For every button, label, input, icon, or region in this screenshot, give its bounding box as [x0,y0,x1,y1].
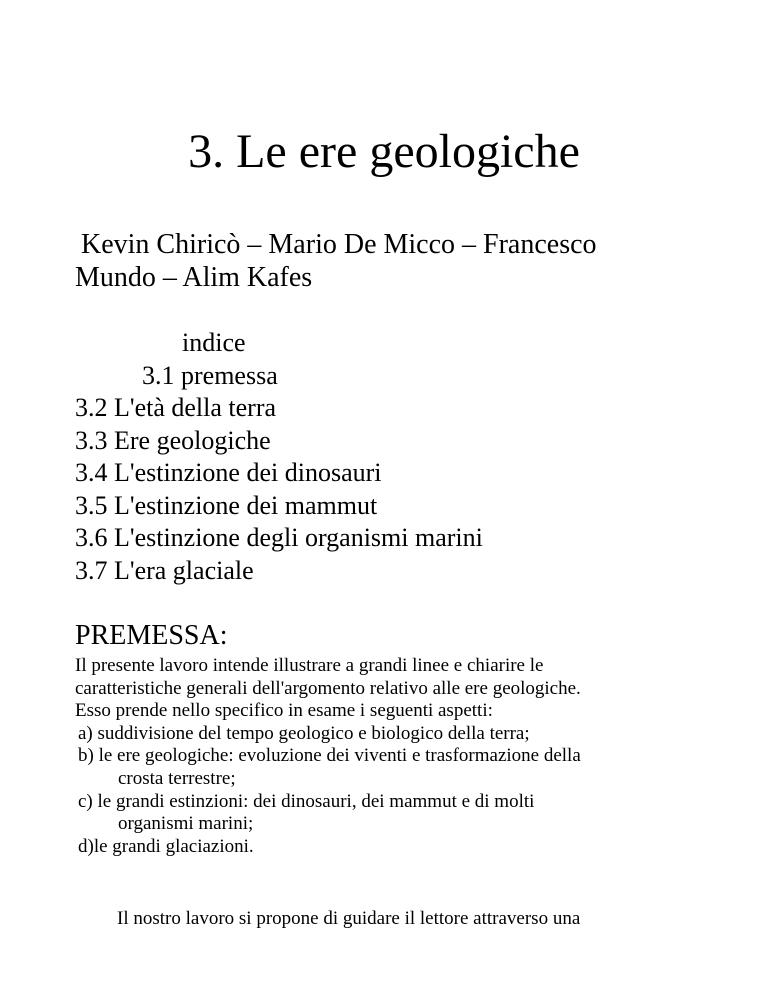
list-item-continuation: organismi marini; [118,813,254,835]
list-item: d)le grandi glaciazioni. [78,835,254,857]
toc-item: 3.1 premessa [142,360,278,390]
section-heading-premessa: PREMESSA: [75,620,228,651]
toc-item: 3.7 L'era glaciale [75,555,254,585]
authors-line-1: Kevin Chiricò – Mario De Micco – Francesco [81,229,597,260]
authors-line-2: Mundo – Alim Kafes [75,262,313,293]
toc-item: 3.2 L'età della terra [75,393,277,422]
toc-heading: indice [182,328,246,357]
body-line: Esso prende nello specifico in esame i seguenti aspetti: [75,700,493,722]
list-item: c) le grandi estinzioni: dei dinosauri, dei mammut e di molti [78,790,535,812]
premessa-body [75,655,725,858]
paragraph-text: Il nostro lavoro si propone di guidare il lettore attraverso una [117,908,581,929]
toc-item: 3.6 L'estinzione degli organismi marini [75,523,483,552]
body-line: caratteristiche generali dell'argomento relativo alle ere geologiche. [75,677,581,699]
toc-item: 3.5 L'estinzione dei mammut [75,490,378,520]
toc-item: 3.4 L'estinzione dei dinosauri [75,458,382,487]
list-item-continuation: crosta terrestre; [118,767,236,789]
table-of-contents [75,327,715,587]
page-title: 3. Le ere geologiche [188,125,580,178]
list-item: a) suddivisione del tempo geologico e biologico della terra; [78,722,530,744]
toc-item: 3.3 Ere geologiche [75,425,271,455]
authors [75,228,715,294]
body-line: Il presente lavoro intende illustrare a grandi linee e chiarire le [75,655,544,676]
list-item: b) le ere geologiche: evoluzione dei viventi e trasformazione della [78,745,581,767]
